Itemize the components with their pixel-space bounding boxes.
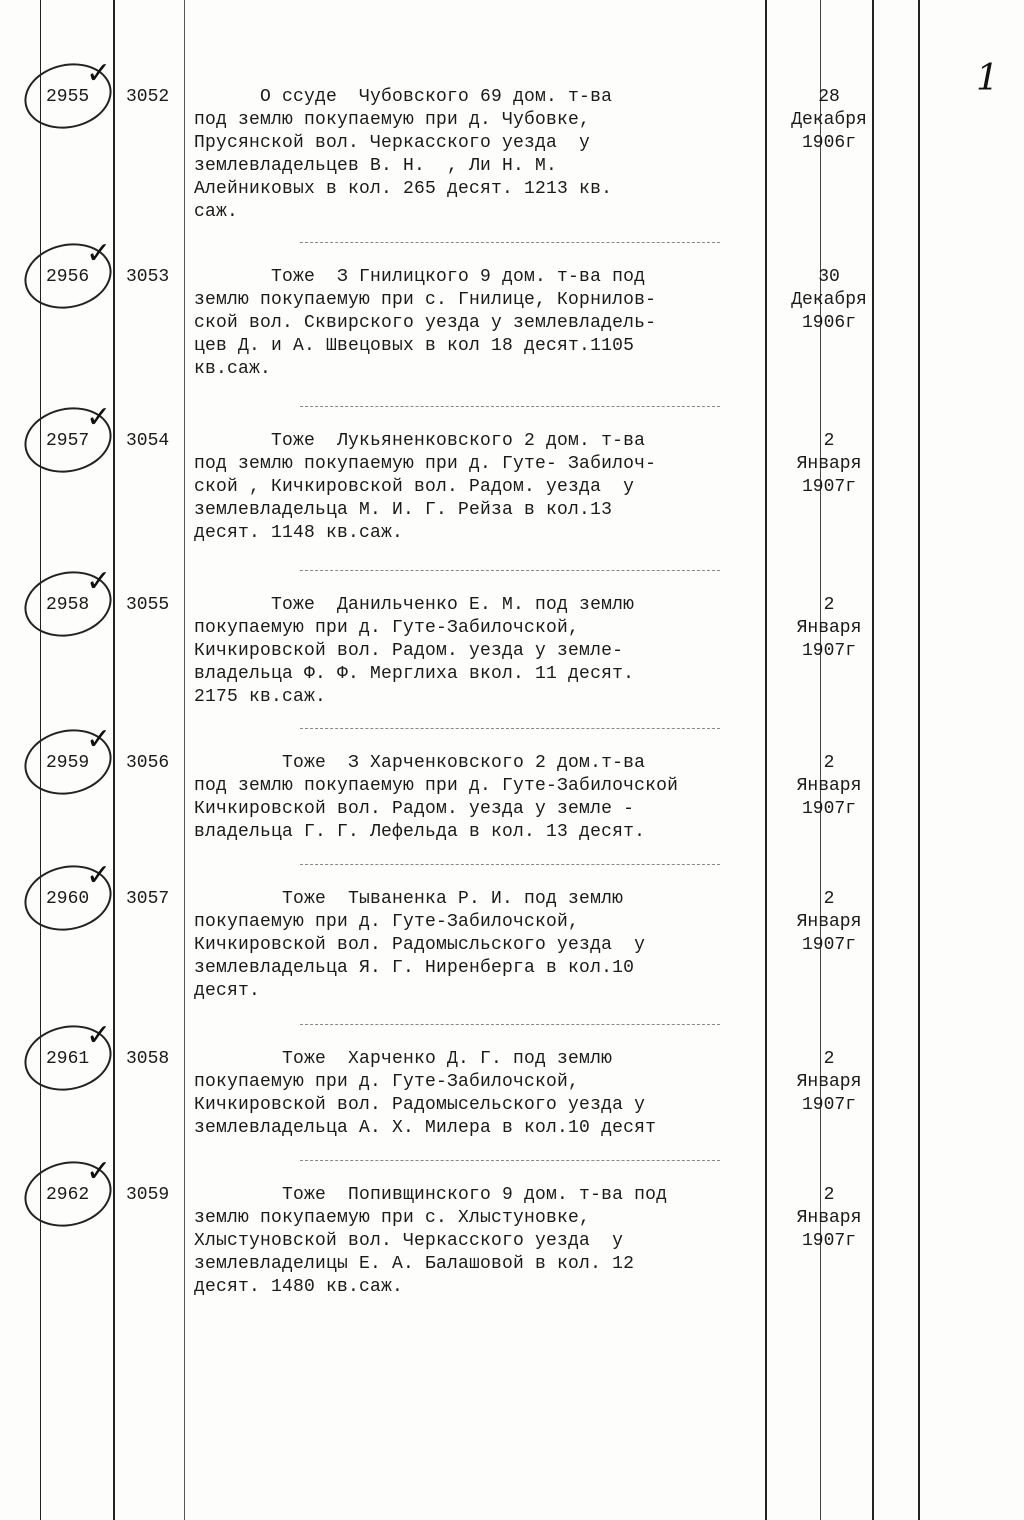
entry-text	[194, 86, 774, 224]
entry-date-part: Декабря	[791, 290, 867, 310]
entry-text-line: землевладельцев В. Н. , Ли Н. М.	[194, 156, 558, 176]
entry-text-line: землевладелицы Е. А. Балашовой в кол. 12	[194, 1254, 635, 1274]
entry-date-part: 1906г	[801, 313, 856, 333]
entry-text-line: ской вол. Сквирского уезда у землевладель-	[194, 313, 657, 333]
entry-text-line: Тоже Лукьяненковского 2 дом. т-ва	[194, 431, 646, 451]
entry-number: 2962	[46, 1185, 90, 1205]
entry-date	[774, 430, 884, 499]
entry-separator	[300, 242, 720, 243]
entry-date-part: 1907г	[801, 935, 856, 955]
entry-text-line: Кичкировской вол. Радом. уезда у земле-	[194, 641, 624, 661]
checkmark-icon: ✓	[86, 1018, 112, 1053]
entry-separator	[300, 406, 720, 407]
entry-date-part: Января	[796, 618, 862, 638]
entry-date-part: 2	[823, 1185, 835, 1205]
entry-text-line: под землю покупаемую при д. Чубовке,	[194, 110, 591, 130]
record-number: 3055	[126, 595, 170, 615]
entry-date-part: 1907г	[801, 1095, 856, 1115]
entry-date	[774, 1048, 884, 1117]
entry-text	[194, 594, 774, 709]
entry-date-part: Января	[796, 912, 862, 932]
entry-date-part: 2	[823, 753, 835, 773]
entry-text-line: землевладельца Я. Г. Ниренберга в кол.10	[194, 958, 635, 978]
entry-text-line: Хлыстуновской вол. Черкасского уезда у	[194, 1231, 624, 1251]
entry-date	[774, 594, 884, 663]
entry-text-line: Кичкировской вол. Радомысельского уезда у	[194, 1095, 646, 1115]
record-number: 3054	[126, 431, 170, 451]
entry-text-line: десят. 1480 кв.саж.	[194, 1277, 404, 1297]
checkmark-icon: ✓	[86, 400, 112, 435]
entry-text-line: землевладельца А. Х. Милера в кол.10 десят	[194, 1118, 657, 1138]
entry-date-part: 1906г	[801, 133, 856, 153]
entry-text-line: покупаемую при д. Гуте-Забилочской,	[194, 912, 580, 932]
entry-date-part: 1907г	[801, 799, 856, 819]
entry-date-part: 1907г	[801, 641, 856, 661]
entry-text-line: покупаемую при д. Гуте-Забилочской,	[194, 618, 580, 638]
entry-text	[194, 1184, 774, 1299]
entry-date-part: Января	[796, 1072, 862, 1092]
record-number: 3056	[126, 753, 170, 773]
entry-text-line: Кичкировской вол. Радом. уезда у земле -	[194, 799, 635, 819]
entry-text-line: землю покупаемую при с. Гнилице, Корнилов-	[194, 290, 657, 310]
entry-text-line: покупаемую при д. Гуте-Забилочской,	[194, 1072, 580, 1092]
entry-date	[774, 752, 884, 821]
entry-text-line: десят.	[194, 981, 261, 1001]
checkmark-icon: ✓	[86, 1154, 112, 1189]
entry-separator	[300, 864, 720, 865]
entry-number: 2958	[46, 595, 90, 615]
entry-date-part: Января	[796, 454, 862, 474]
entry-text-line: Тоже З Гнилицкого 9 дом. т-ва под	[194, 267, 646, 287]
entry-text-line: цев Д. и А. Швецовых в кол 18 десят.1105	[194, 336, 635, 356]
entry-text-line: Тоже Данильченко Е. М. под землю	[194, 595, 635, 615]
column-rule	[113, 0, 115, 1520]
entry-date	[774, 86, 884, 155]
entry-text-line: Тоже Попивщинского 9 дом. т-ва под	[194, 1185, 668, 1205]
entry-date	[774, 266, 884, 335]
entry-separator	[300, 1024, 720, 1025]
entry-text-line: 2175 кв.саж.	[194, 687, 327, 707]
entry-text-line: Тоже Харченко Д. Г. под землю	[194, 1049, 613, 1069]
entry-text-line: десят. 1148 кв.саж.	[194, 523, 404, 543]
record-number: 3053	[126, 267, 170, 287]
entry-number: 2961	[46, 1049, 90, 1069]
entry-date-part: Декабря	[791, 110, 867, 130]
entry-separator	[300, 728, 720, 729]
column-rule	[184, 0, 185, 1520]
entry-number: 2960	[46, 889, 90, 909]
entry-date-part: 28	[818, 87, 840, 107]
entry-text-line: землю покупаемую при с. Хлыстуновке,	[194, 1208, 591, 1228]
entry-text-line: под землю покупаемую при д. Гуте-Забилочской	[194, 776, 679, 796]
entry-text-line: кв.саж.	[194, 359, 272, 379]
entry-text-line: саж.	[194, 202, 239, 222]
entry-date-part: 1907г	[801, 477, 856, 497]
entry-text	[194, 888, 774, 1003]
checkmark-icon: ✓	[86, 236, 112, 271]
entry-date-part: 30	[818, 267, 840, 287]
entry-date-part: 2	[823, 1049, 835, 1069]
entry-date	[774, 888, 884, 957]
entry-text-line: Алейниковых в кол. 265 десят. 1213 кв.	[194, 179, 613, 199]
entry-text	[194, 752, 774, 844]
entry-text-line: владельца Г. Г. Лефельда в кол. 13 десят.	[194, 822, 646, 842]
entry-text-line: Тоже Тываненка Р. И. под землю	[194, 889, 624, 909]
entry-text-line: Кичкировской вол. Радомысльского уезда у	[194, 935, 646, 955]
entry-date-part: 1907г	[801, 1231, 856, 1251]
entry-text-line: под землю покупаемую при д. Гуте- Забилоч-	[194, 454, 657, 474]
checkmark-icon: ✓	[86, 722, 112, 757]
record-number: 3058	[126, 1049, 170, 1069]
record-number: 3057	[126, 889, 170, 909]
entry-number: 2955	[46, 87, 90, 107]
entry-text-line: Прусянской вол. Черкасского уезда у	[194, 133, 591, 153]
entry-date-part: Января	[796, 776, 862, 796]
column-rule	[918, 0, 920, 1520]
entry-number: 2959	[46, 753, 90, 773]
entry-date-part: 2	[823, 889, 835, 909]
entry-number: 2956	[46, 267, 90, 287]
entry-text-line: ской , Кичкировской вол. Радом. уезда у	[194, 477, 635, 497]
entry-text	[194, 1048, 774, 1140]
checkmark-icon: ✓	[86, 56, 112, 91]
entry-separator	[300, 570, 720, 571]
entry-text-line: землевладельца М. И. Г. Рейза в кол.13	[194, 500, 613, 520]
entry-text	[194, 430, 774, 545]
record-number: 3052	[126, 87, 170, 107]
checkmark-icon: ✓	[86, 564, 112, 599]
entry-date-part: Января	[796, 1208, 862, 1228]
checkmark-icon: ✓	[86, 858, 112, 893]
entry-text-line: Тоже З Харченковского 2 дом.т-ва	[194, 753, 646, 773]
entry-date-part: 2	[823, 595, 835, 615]
entry-text-line: владельца Ф. Ф. Мерглиха вкол. 11 десят.	[194, 664, 635, 684]
entry-separator	[300, 1160, 720, 1161]
entry-date-part: 2	[823, 431, 835, 451]
entry-date	[774, 1184, 884, 1253]
entry-text-line: О ссуде Чубовского 69 дом. т-ва	[194, 87, 613, 107]
entry-number: 2957	[46, 431, 90, 451]
entry-text	[194, 266, 774, 381]
record-number: 3059	[126, 1185, 170, 1205]
page-number: 1	[976, 58, 999, 99]
